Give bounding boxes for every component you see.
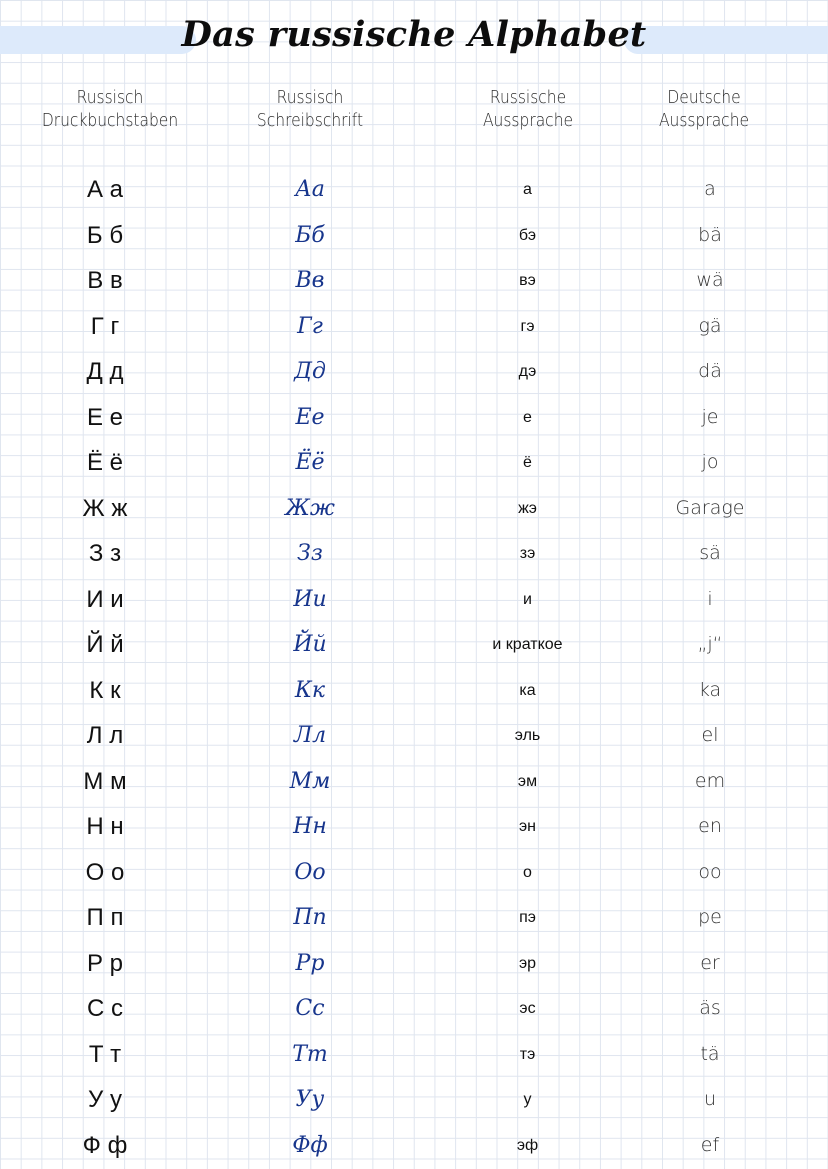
print-letter: Ё ё bbox=[86, 449, 124, 476]
print-letter: З з bbox=[88, 540, 122, 567]
russian-pronunciation: эс bbox=[519, 1000, 536, 1017]
print-letter: Ф ф bbox=[82, 1131, 128, 1159]
german-pronunciation: i bbox=[707, 587, 713, 610]
script-letter: Кк bbox=[294, 677, 326, 703]
print-letter: Ж ж bbox=[82, 494, 128, 522]
russian-pronunciation: и bbox=[523, 590, 532, 608]
russian-pronunciation: дэ bbox=[518, 363, 537, 380]
russian-pronunciation: зэ bbox=[519, 545, 536, 562]
german-pronunciation: wä bbox=[696, 269, 724, 291]
script-letter: Нн bbox=[293, 814, 327, 839]
script-letter: Жж bbox=[285, 495, 335, 521]
alphabet-row bbox=[0, 304, 828, 349]
russian-pronunciation: эр bbox=[518, 954, 537, 972]
german-pronunciation: u bbox=[703, 1088, 717, 1110]
header-print-line-1: Russisch bbox=[76, 87, 144, 108]
print-letter: Г г bbox=[90, 312, 120, 340]
script-letter: Гг bbox=[297, 313, 323, 339]
alphabet-row bbox=[0, 941, 828, 986]
print-letter: С с bbox=[87, 995, 123, 1022]
german-pronunciation: em bbox=[694, 769, 726, 792]
german-pronunciation: ef bbox=[700, 1133, 720, 1156]
print-letter: Й й bbox=[86, 631, 124, 658]
russian-pronunciation: пэ bbox=[519, 909, 536, 926]
german-pronunciation: sä bbox=[699, 542, 721, 564]
alphabet-row bbox=[0, 713, 828, 758]
russian-pronunciation: вэ bbox=[519, 272, 536, 289]
print-letter: М м bbox=[83, 767, 127, 795]
alphabet-row bbox=[0, 1032, 828, 1077]
header-pron-line-2: Aussprache bbox=[482, 110, 574, 131]
print-letter: Б б bbox=[86, 221, 124, 249]
script-letter: Сс bbox=[295, 996, 325, 1021]
alphabet-row bbox=[0, 986, 828, 1031]
russian-pronunciation: эль bbox=[514, 727, 541, 744]
german-pronunciation: ka bbox=[698, 678, 722, 701]
russian-pronunciation: у bbox=[523, 1091, 532, 1108]
alphabet-row bbox=[0, 577, 828, 622]
russian-pronunciation: ка bbox=[519, 681, 536, 699]
russian-pronunciation: бэ bbox=[518, 226, 537, 244]
print-letter: К к bbox=[89, 676, 121, 704]
print-letter: В в bbox=[87, 267, 123, 294]
russian-pronunciation: эм bbox=[517, 772, 538, 790]
header-german-line-1: Deutsche bbox=[667, 87, 741, 108]
german-pronunciation: jo bbox=[701, 451, 719, 473]
russian-pronunciation: о bbox=[523, 863, 532, 881]
russian-pronunciation: эн bbox=[519, 818, 536, 835]
print-letter: У у bbox=[88, 1086, 122, 1113]
alphabet-row bbox=[0, 622, 828, 667]
german-pronunciation: er bbox=[700, 951, 720, 974]
header-script-line-1: Russisch bbox=[276, 87, 344, 108]
alphabet-row bbox=[0, 531, 828, 576]
alphabet-row bbox=[0, 258, 828, 303]
script-letter: Зз bbox=[297, 541, 323, 566]
print-letter: Д д bbox=[86, 358, 124, 385]
alphabet-row bbox=[0, 349, 828, 394]
russian-pronunciation: тэ bbox=[519, 1045, 536, 1063]
alphabet-row bbox=[0, 895, 828, 940]
script-letter: Лл bbox=[293, 723, 327, 748]
alphabet-row bbox=[0, 440, 828, 485]
german-pronunciation: tä bbox=[700, 1042, 720, 1065]
script-letter: Мм bbox=[289, 768, 331, 794]
script-letter: Ии bbox=[293, 586, 327, 612]
script-letter: Ёё bbox=[295, 450, 325, 475]
alphabet-row bbox=[0, 213, 828, 258]
header-print-line-2: Druckbuchstaben bbox=[41, 110, 179, 131]
header-script-line-2: Schreibschrift bbox=[256, 110, 364, 131]
russian-pronunciation: е bbox=[523, 408, 532, 426]
alphabet-row bbox=[0, 1123, 828, 1168]
alphabet-row bbox=[0, 395, 828, 440]
german-pronunciation: a bbox=[704, 178, 716, 200]
print-letter: Е е bbox=[86, 403, 124, 431]
alphabet-row bbox=[0, 486, 828, 531]
russian-pronunciation: жэ bbox=[518, 499, 537, 517]
german-pronunciation: oo bbox=[698, 860, 722, 883]
script-letter: Тт bbox=[292, 1041, 328, 1067]
russian-pronunciation: ё bbox=[523, 454, 532, 471]
german-pronunciation: gä bbox=[698, 314, 722, 337]
header-pron-line-1: Russische bbox=[489, 87, 567, 108]
alphabet-row bbox=[0, 759, 828, 804]
script-letter: Дд bbox=[294, 359, 326, 384]
print-letter: Н н bbox=[86, 813, 124, 840]
print-letter: Р р bbox=[86, 949, 124, 977]
print-letter: Л л bbox=[86, 722, 124, 749]
german-pronunciation: „j“ bbox=[697, 633, 723, 655]
alphabet-row bbox=[0, 668, 828, 713]
german-pronunciation: en bbox=[698, 815, 722, 837]
script-letter: Ее bbox=[295, 404, 325, 430]
german-pronunciation: dä bbox=[698, 360, 722, 382]
script-letter: Бб bbox=[295, 222, 325, 248]
script-letter: Пп bbox=[293, 905, 327, 930]
script-letter: Йй bbox=[293, 632, 327, 657]
russian-pronunciation: и краткое bbox=[492, 636, 563, 653]
script-letter: Оо bbox=[294, 859, 326, 885]
russian-pronunciation: эф bbox=[516, 1136, 539, 1154]
print-letter: Т т bbox=[88, 1040, 122, 1068]
german-pronunciation: je bbox=[701, 405, 719, 428]
script-letter: Аа bbox=[295, 177, 325, 202]
print-letter: П п bbox=[86, 904, 124, 931]
alphabet-row bbox=[0, 850, 828, 895]
script-letter: Фф bbox=[292, 1132, 328, 1158]
german-pronunciation: pe bbox=[698, 906, 722, 928]
alphabet-row bbox=[0, 1077, 828, 1122]
page-title: Das russische Alphabet bbox=[181, 14, 647, 55]
german-pronunciation: äs bbox=[699, 997, 721, 1019]
russian-pronunciation: а bbox=[523, 181, 532, 198]
alphabet-row bbox=[0, 167, 828, 212]
german-pronunciation: Garage bbox=[675, 496, 745, 519]
russian-pronunciation: гэ bbox=[520, 317, 535, 335]
alphabet-row bbox=[0, 804, 828, 849]
print-letter: О о bbox=[85, 858, 125, 886]
header-german-line-2: Aussprache bbox=[658, 110, 750, 131]
german-pronunciation: bä bbox=[698, 223, 722, 246]
script-letter: Рр bbox=[295, 950, 325, 976]
print-letter: А а bbox=[86, 176, 124, 203]
german-pronunciation: el bbox=[701, 724, 719, 746]
script-letter: Вв bbox=[295, 268, 325, 293]
print-letter: И и bbox=[86, 585, 124, 613]
script-letter: Уу bbox=[295, 1087, 325, 1112]
